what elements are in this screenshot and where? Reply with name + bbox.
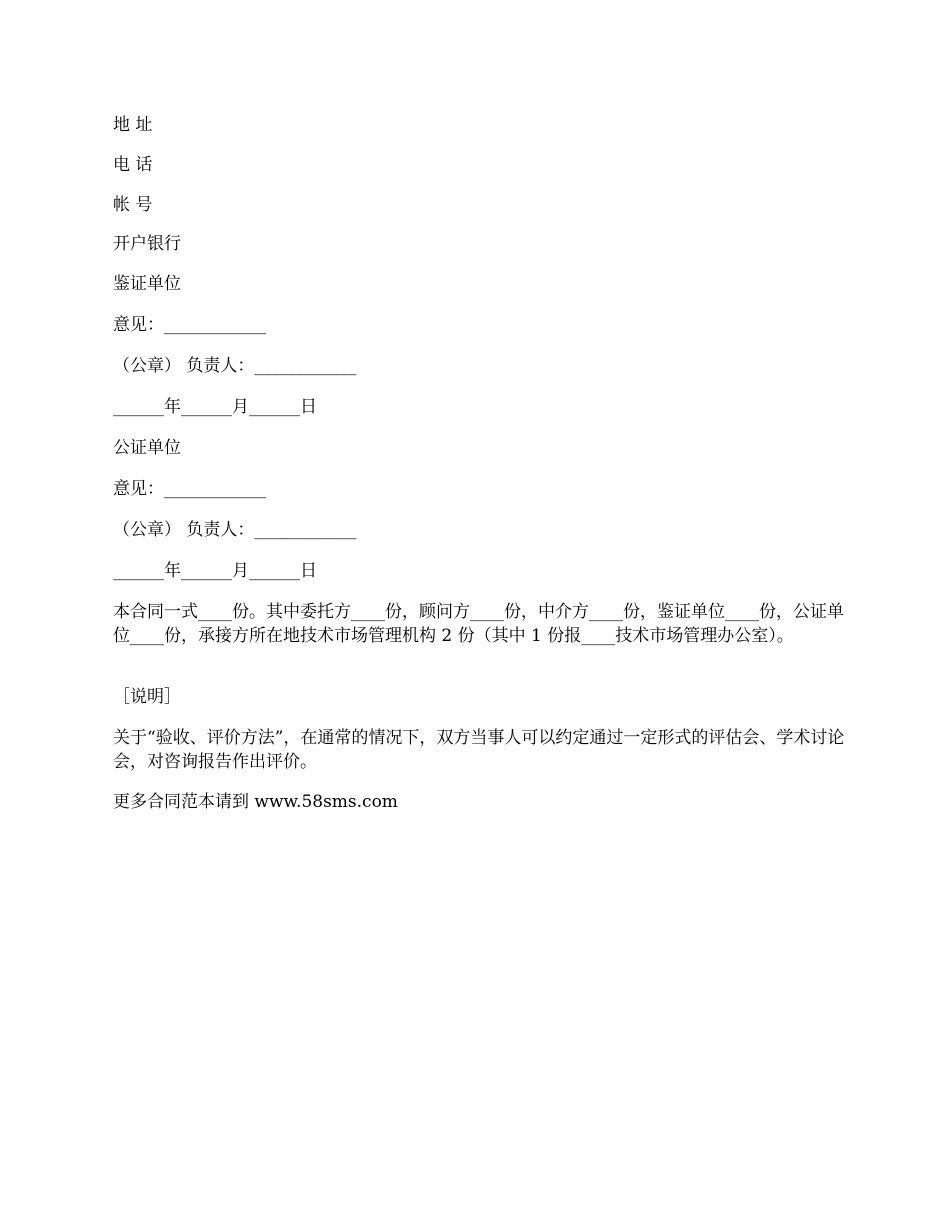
notarization-seal-signature-line: （公章） 负责人：____________	[113, 520, 357, 540]
notarization-unit-label: 公证单位	[113, 438, 181, 458]
note-paragraph: 关于“验收、评价方法”，在通常的情况下，双方当事人可以约定通过一定形式的评估会、学术讨论会，对咨询报告作出评价。	[113, 728, 845, 772]
verification-unit-label: 鉴证单位	[113, 274, 181, 294]
address-label: 地 址	[113, 115, 153, 135]
account-label: 帐 号	[113, 195, 153, 215]
note-heading: ［说明］	[113, 687, 181, 707]
copies-paragraph: 本合同一式____份。其中委托方____份，顾问方____份，中介方____份，鉴证单位____份，公证单位____份，承接方所在地技术市场管理机构 2 份（其中 1 份报____技术市场管理办公室）。	[113, 602, 844, 646]
notarization-date-line: ______年______月______日	[113, 561, 317, 581]
bank-label: 开户银行	[113, 234, 181, 254]
verification-seal-signature-line: （公章） 负责人：____________	[113, 356, 357, 376]
notarization-opinion-line: 意见：____________	[113, 479, 266, 499]
verification-date-line: ______年______月______日	[113, 397, 317, 417]
phone-label: 电 话	[113, 155, 153, 175]
verification-opinion-line: 意见：____________	[113, 315, 266, 335]
footer-link-text[interactable]: 更多合同范本请到 www.58sms.com	[113, 792, 398, 812]
